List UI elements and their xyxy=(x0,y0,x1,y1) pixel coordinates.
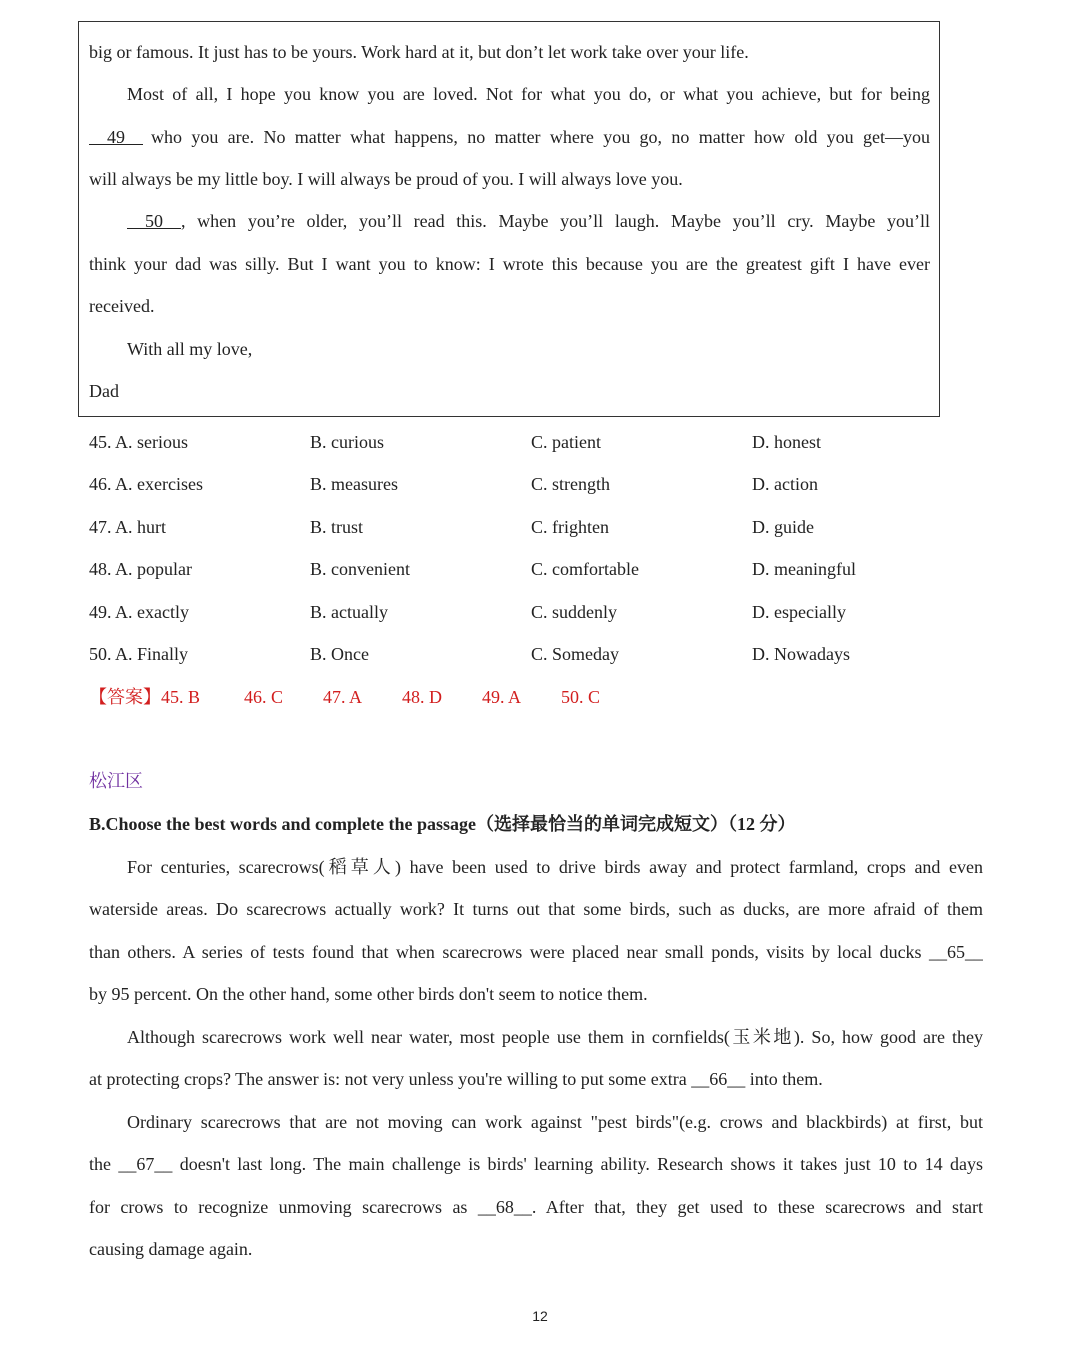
answer-50: 50. C xyxy=(561,687,601,707)
option-50-c: C. Someday xyxy=(531,644,619,664)
answer-48: 48. D xyxy=(402,687,442,707)
option-49-c: C. suddenly xyxy=(531,602,618,622)
option-45-c: C. patient xyxy=(531,432,601,452)
passage-line-6: at protecting crops? The answer is: not very unless you're willing to put some extra __66__ into them. xyxy=(89,1069,823,1089)
option-45-d: D. honest xyxy=(752,432,821,452)
passage-line-1: For centuries, scarecrows(稻草人) have been used to drive birds away and protect farmland, crops and even xyxy=(127,857,983,877)
letter-signature: Dad xyxy=(89,381,119,401)
option-48-c: C. comfortable xyxy=(531,559,639,579)
option-49-d: D. especially xyxy=(752,602,846,622)
letter-closing: With all my love, xyxy=(127,339,253,359)
passage-line-8: the __67__ doesn't last long. The main challenge is birds' learning ability. Research shows it takes just 10 to 14 days xyxy=(89,1154,983,1174)
letter-line-3-text: who you are. No matter what happens, no matter where you go, no matter how old you get—you xyxy=(151,127,930,147)
blank-49: 49 xyxy=(89,127,143,147)
option-50-b: B. Once xyxy=(310,644,369,664)
answer-label: 【答案】 xyxy=(89,687,161,707)
option-46-d: D. action xyxy=(752,474,818,494)
option-47-b: B. trust xyxy=(310,517,364,537)
answer-45: 45. B xyxy=(161,687,201,707)
option-46-b: B. measures xyxy=(310,474,398,494)
letter-line-5 xyxy=(127,209,930,233)
section-heading: B.Choose the best words and complete the passage（选择最恰当的单词完成短文）（12 分） xyxy=(89,814,796,834)
option-47-c: C. frighten xyxy=(531,517,609,537)
passage-line-9: for crows to recognize unmoving scarecrows as __68__. After that, they get used to these scarecrows and start xyxy=(89,1197,983,1217)
passage-line-4: by 95 percent. On the other hand, some other birds don't seem to notice them. xyxy=(89,984,648,1004)
blank-50: 50 xyxy=(127,211,181,231)
option-45-a: 45. A. serious xyxy=(89,432,188,452)
option-49-b: B. actually xyxy=(310,602,388,622)
passage-line-2: waterside areas. Do scarecrows actually work? It turns out that some birds, such as ducks, are more afraid of them xyxy=(89,899,983,919)
letter-line-7: received. xyxy=(89,296,155,316)
passage-line-3: than others. A series of tests found that when scarecrows were placed near small ponds, visits by local ducks __65__ xyxy=(89,942,983,962)
passage-line-7: Ordinary scarecrows that are not moving can work against "pest birds"(e.g. crows and blackbirds) at first, but xyxy=(127,1112,983,1132)
passage-line-10: causing damage again. xyxy=(89,1239,253,1259)
answer-49: 49. A xyxy=(482,687,522,707)
option-45-b: B. curious xyxy=(310,432,384,452)
option-49-a: 49. A. exactly xyxy=(89,602,189,622)
page-number: 12 xyxy=(532,1308,548,1324)
letter-line-2: Most of all, I hope you know you are loved. Not for what you do, or what you achieve, but for being xyxy=(127,84,930,104)
option-47-d: D. guide xyxy=(752,517,814,537)
option-50-d: D. Nowadays xyxy=(752,644,850,664)
letter-line-6: think your dad was silly. But I want you to know: I wrote this because you are the greatest gift I have ever xyxy=(89,254,930,274)
option-46-a: 46. A. exercises xyxy=(89,474,203,494)
option-48-d: D. meaningful xyxy=(752,559,856,579)
answer-47: 47. A xyxy=(323,687,363,707)
district-label: 松江区 xyxy=(89,771,143,791)
answer-key xyxy=(89,685,200,709)
letter-line-5-text: , when you’re older, you’ll read this. Maybe you’ll laugh. Maybe you’ll cry. Maybe you’ll xyxy=(181,211,930,231)
letter-line-4: will always be my little boy. I will always be proud of you. I will always love you. xyxy=(89,169,683,189)
option-50-a: 50. A. Finally xyxy=(89,644,189,664)
option-48-b: B. convenient xyxy=(310,559,410,579)
option-48-a: 48. A. popular xyxy=(89,559,192,579)
letter-line-3 xyxy=(89,125,930,149)
letter-line-1: big or famous. It just has to be yours. Work hard at it, but don’t let work take over your life. xyxy=(89,42,749,62)
option-46-c: C. strength xyxy=(531,474,610,494)
answer-46: 46. C xyxy=(244,687,284,707)
option-47-a: 47. A. hurt xyxy=(89,517,167,537)
passage-line-5: Although scarecrows work well near water, most people use them in cornfields(玉米地). So, how good are they xyxy=(127,1027,983,1047)
